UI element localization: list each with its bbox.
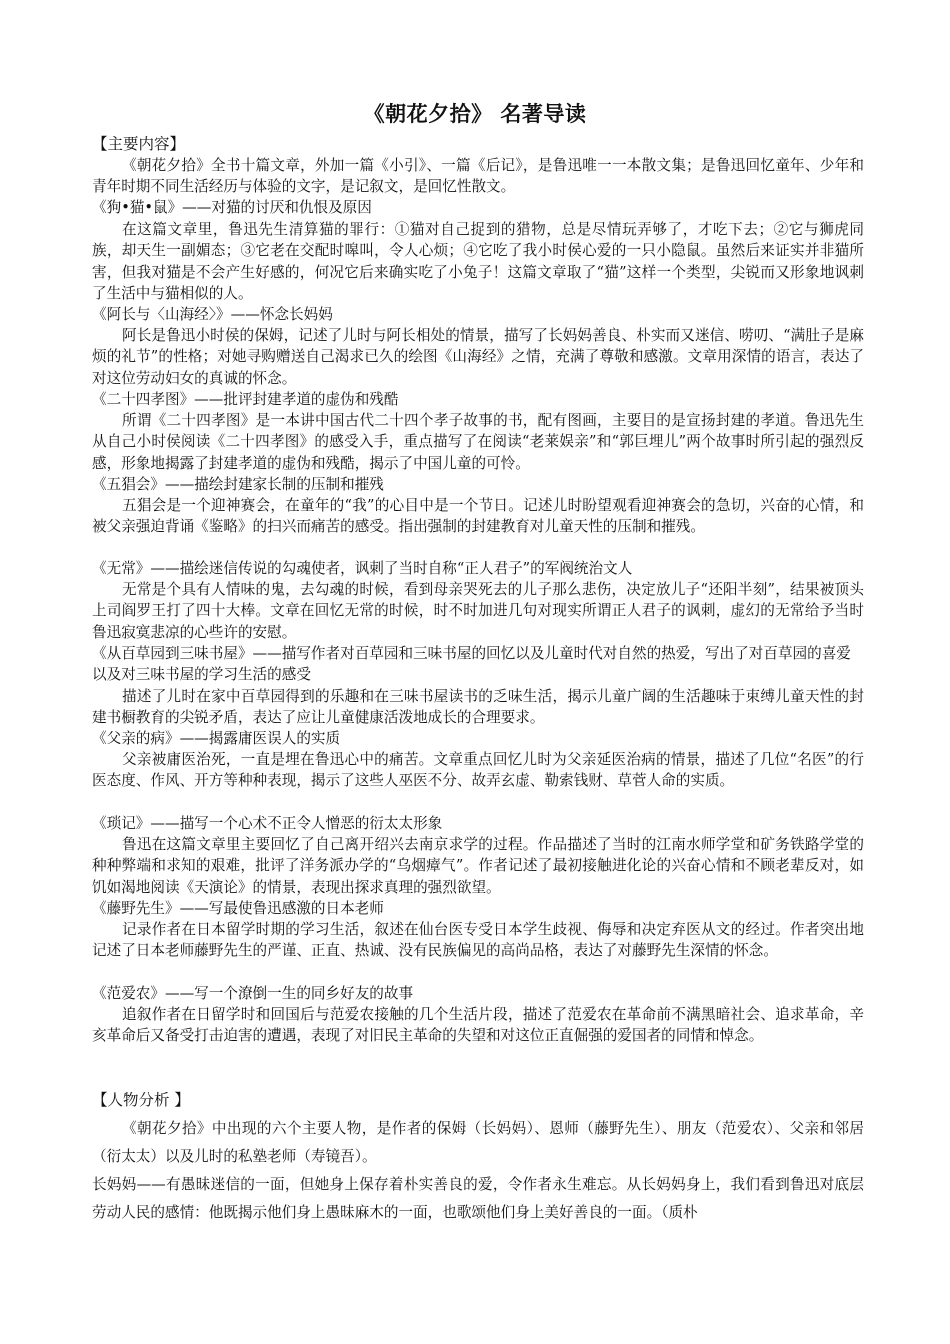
article-body: 父亲被庸医治死，一直是埋在鲁迅心中的痛苦。文章重点回忆儿时为父亲延医治病的情景，描述了几位“名医”的行医态度、作风、开方等种种表现，揭示了这些人巫医不分、故弄玄虚、勒索钱财、草菅人命的实质。 xyxy=(92,751,864,790)
article-body: 描述了儿时在家中百草园得到的乐趣和在三味书屋读书的乏味生活，揭示儿童广阔的生活趣味于束缚儿童天性的封建书橱教育的尖锐矛盾，表达了应让儿童健康活泼地成长的合理要求。 xyxy=(92,688,864,727)
article-heading: 《二十四孝图》——批评封建孝道的虚伪和残酷 xyxy=(92,391,399,408)
article-body: 记录作者在日本留学时期的学习生活，叙述在仙台医专受日本学生歧视、侮辱和决定弃医从文的经过。作者突出地记述了日本老师藤野先生的严谨、正直、热诚、没有民族偏见的高尚品格，表达了对藤野先生深情的怀念。 xyxy=(92,921,864,960)
article-body: 追叙作者在日留学时和回国后与范爱农接触的几个生活片段，描述了范爱农在革命前不满黑暗社会、追求革命，辛亥革命后又备受打击迫害的遭遇，表现了对旧民主革命的失望和对这位正直倔强的爱国者的同情和悼念。 xyxy=(92,1006,864,1045)
section-heading-main-content: 【主要内容】 xyxy=(92,135,186,153)
article-heading: 《从百草园到三味书屋》——描写作者对百草园和三味书屋的回忆以及儿童时代对自然的热爱，写出了对百草园的喜爱以及对三味书屋的学习生活的感受 xyxy=(92,645,851,684)
article-heading: 《阿长与〈山海经〉》——怀念长妈妈 xyxy=(92,306,333,323)
section-heading-character-analysis: 【人物分析 】 xyxy=(92,1091,190,1109)
article-body: 阿长是鲁迅小时侯的保姆，记述了儿时与阿长相处的情景，描写了长妈妈善良、朴实而又迷信、唠叨、“满肚子是麻烦的礼节”的性格；对她寻购赠送自己渴求已久的绘图《山海经》之情，充满了尊敬和感激。文章用深情的语言，表达了对这位劳动妇女的真诚的怀念。 xyxy=(92,327,864,387)
article-body: 鲁迅在这篇文章里主要回忆了自己离开绍兴去南京求学的过程。作品描述了当时的江南水师学堂和矿务铁路学堂的种种弊端和求知的艰难，批评了洋务派办学的“乌烟瘴气”。作者记述了最初接触进化论的兴奋心情和不顾老辈反对，如饥如渴地阅读《天演论》的情景，表现出探求真理的强烈欲望。 xyxy=(92,836,864,896)
article-body: 无常是个具有人情味的鬼，去勾魂的时候，看到母亲哭死去的儿子那么悲伤，决定放儿子“还阳半刻”，结果被顶头上司阎罗王打了四十大棒。文章在回忆无常的时候，时不时加进几句对现实所谓正人君子的讽刺，虚幻的无常给予当时鲁迅寂寞悲凉的心些许的安慰。 xyxy=(92,581,864,641)
article-heading: 《父亲的病》——揭露庸医误人的实质 xyxy=(92,730,341,747)
article-heading: 《狗•猫•鼠》——对猫的讨厌和仇恨及原因 xyxy=(92,199,372,216)
article-heading: 《琐记》——描写一个心术不正令人憎恶的衍太太形象 xyxy=(92,815,443,832)
article-body: 五猖会是一个迎神赛会，在童年的“我”的心目中是一个节日。记述儿时盼望观看迎神赛会的急切，兴奋的心情，和被父亲强迫背诵《鉴略》的扫兴而痛苦的感受。指出强制的封建教育对儿童天性的压制和摧残。 xyxy=(92,497,864,536)
article-heading: 《无常》——描绘迷信传说的勾魂使者，讽刺了当时自称“正人君子”的军阀统治文人 xyxy=(92,560,633,577)
intro-paragraph: 《朝花夕拾》全书十篇文章，外加一篇《小引》、一篇《后记》，是鲁迅唯一一本散文集；是鲁迅回忆童年、少年和青年时期不同生活经历与体验的文字，是记叙文，是回忆性散文。 xyxy=(92,157,864,196)
character-intro-paragraph: 《朝花夕拾》中出现的六个主要人物，是作者的保姆（长妈妈）、恩师（藤野先生）、朋友（范爱农）、父亲和邻居（衍太太）以及儿时的私塾老师（寿镜吾）。 xyxy=(92,1120,864,1165)
document-title: 《朝花夕拾》 名著导读 xyxy=(363,102,587,126)
article-body: 所谓《二十四孝图》是一本讲中国古代二十四个孝子故事的书，配有图画，主要目的是宣扬封建的孝道。鲁迅先生从自己小时侯阅读《二十四孝图》的感受入手，重点描写了在阅读“老莱娱亲”和“郭巨埋儿”两个故事时所引起的强烈反感，形象地揭露了封建孝道的虚伪和残酷，揭示了中国儿童的可怜。 xyxy=(92,412,864,472)
article-heading: 《范爱农》——写一个潦倒一生的同乡好友的故事 xyxy=(92,985,414,1002)
article-heading: 《藤野先生》——写最使鲁迅感激的日本老师 xyxy=(92,900,384,917)
article-heading: 《五猖会》——描绘封建家长制的压制和摧残 xyxy=(92,476,384,493)
article-body: 在这篇文章里，鲁迅先生清算猫的罪行：①猫对自己捉到的猎物，总是尽情玩弄够了，才吃下去；②它与狮虎同族，却天生一副媚态；③它老在交配时嗥叫，令人心烦；④它吃了我小时侯心爱的一只小隐鼠。虽然后来证实并非猫所害，但我对猫是不会产生好感的，何况它后来确实吃了小兔子！这篇文章取了“猫”这样一个类型，尖锐而又形象地讽刺了生活中与猫相似的人。 xyxy=(92,221,864,303)
character-changmama-paragraph: 长妈妈——有愚昧迷信的一面，但她身上保存着朴实善良的爱，令作者永生难忘。从长妈妈身上，我们看到鲁迅对底层劳动人民的感情：他既揭示他们身上愚昧麻木的一面，也歌颂他们身上美好善良的一面。（质朴 xyxy=(92,1176,864,1221)
